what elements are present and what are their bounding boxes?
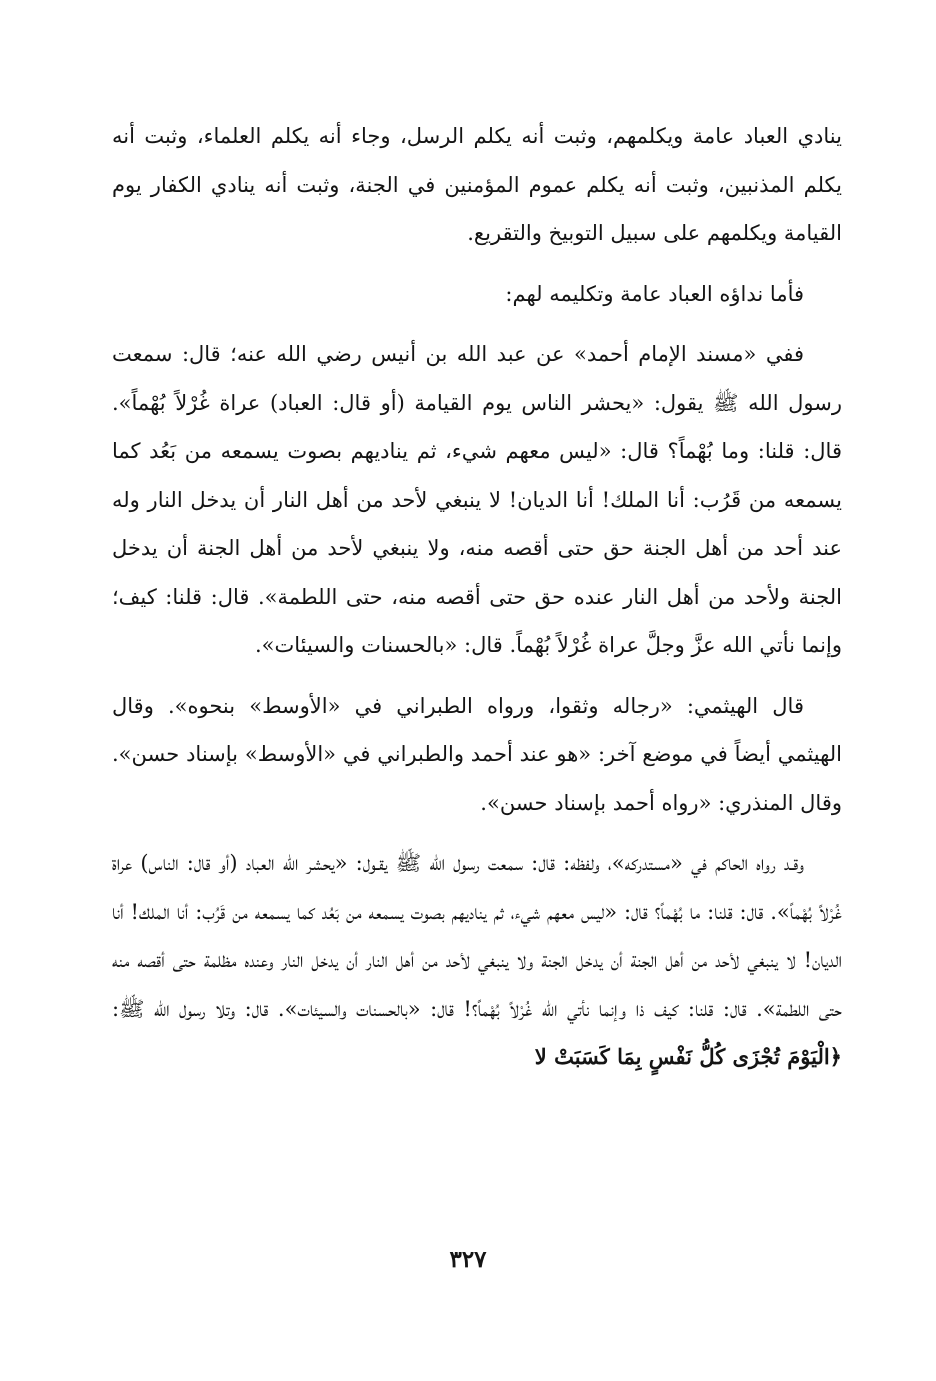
paragraph-intro: ينادي العباد عامة ويكلمهم، وثبت أنه يكلم الرسل، وجاء أنه يكلم العلماء، وثبت أنه يكلم المذنبين، وثبت أنه يكلم عموم المؤمنين في الجنة، وثبت أنه ينادي الكفار يوم القيامة ويكلمهم على سبيل التوبيخ والتقريع. — [112, 124, 842, 245]
paragraph-hakim — [112, 839, 842, 1082]
quran-verse: ﴿الْيَوْمَ تُجْزَى كُلُّ نَفْسٍ بِمَا كَسَبَتْ لا — [534, 1044, 842, 1069]
page-number: ٣٢٧ — [449, 1246, 487, 1273]
paragraph-musnad-ahmad: ففي «مسند الإمام أحمد» عن عبد الله بن أنيس رضي الله عنه؛ قال: سمعت رسول الله ﷺ يقول: «يحشر الناس يوم القيامة (أو قال: العباد) عراة غُرْلاً بُهْماً». قال: قلنا: وما بُهْماً؟ قال: «ليس معهم شيء، ثم يناديهم بصوت يسمعه من بَعُد كما يسمعه من قَرُب: أنا الملك! أنا الديان! لا ينبغي لأحد من أهل النار أن يدخل النار وله عند أحد من أهل الجنة حق حتى أقصه منه، ولا ينبغي لأحد من أهل الجنة أن يدخل الجنة ولأحد من أهل النار عنده حق حتى أقصه منه، حتى اللطمة». قال: قلنا: كيف؛ وإنما نأتي الله عزَّ وجلَّ عراة غُرْلاً بُهْماً. قال: «بالحسنات والسيئات». — [112, 342, 842, 657]
page-body — [112, 112, 842, 1082]
paragraph-haythami: قال الهيثمي: «رجاله وثقوا، ورواه الطبراني في «الأوسط» بنحوه». وقال الهيثمي أيضاً في موضع آخر: «هو عند أحمد والطبراني في «الأوسط» بإسناد حسن». وقال المنذري: «رواه أحمد بإسناد حسن». — [112, 693, 842, 815]
paragraph-hakim-text: وقـد رواه الحاكم في «مستدركه»، ولفظه: قال: سمعت رسول الله ﷺ يقـول: «يحشر الله العباد (أو قال: الناس) عراة غُرْلاً بُهْماً». قال: قلنا: ما بُهْماً؟ قال: «ليس معهم شيء، ثم يناديهم بصوت يسمعه من بَعُد كما يسمعه من قَرُب: أنا الملك! أنا الديان! لا ينبغي لأحد من أهل الجنة أن يدخل الجنة ولا ينبغي لأحد من أهل النار أن يدخل النار وعنده مظلمة حتى أقصه منه حتى اللطمة». قال: قلنا: كيف ذا وإنما نأتي الله غُرْلاً بُهْماً؟! قال: «بالحسنات والسيئات». قال: وتلا رسول الله ﷺ: — [112, 851, 842, 1021]
paragraph-heading: فأما نداؤه العباد عامة وتكليمه لهم: — [505, 281, 804, 306]
